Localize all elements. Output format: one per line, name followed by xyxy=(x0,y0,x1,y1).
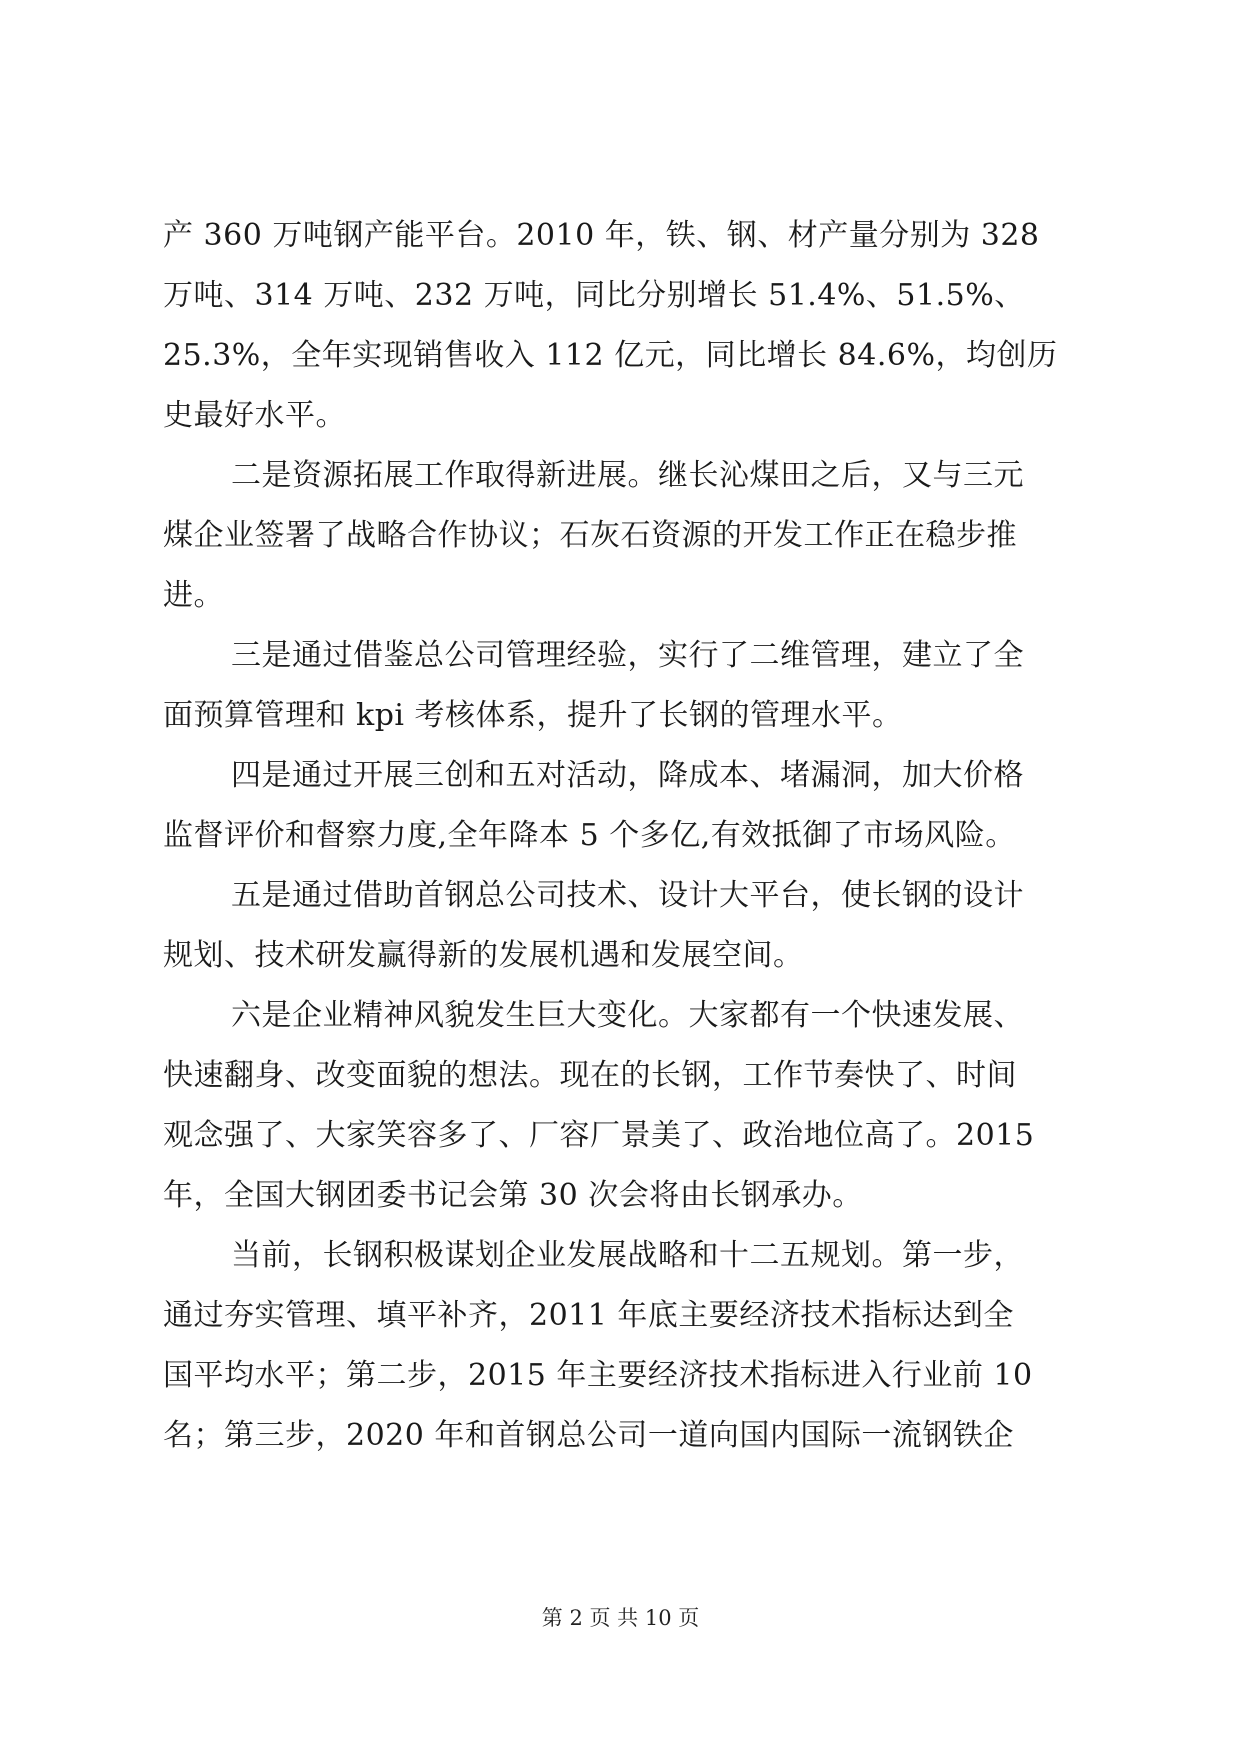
document-body xyxy=(163,206,1083,1466)
text-line: 监督评价和督察力度,全年降本 5 个多亿,有效抵御了市场风险。 xyxy=(163,818,1016,853)
paragraph-start-line: 四是通过开展三创和五对活动，降成本、堵漏洞，加大价格 xyxy=(231,758,1024,793)
text-line: 史最好水平。 xyxy=(163,398,346,433)
text-line: 年，全国大钢团委书记会第 30 次会将由长钢承办。 xyxy=(163,1178,863,1213)
text-line: 面预算管理和 kpi 考核体系，提升了长钢的管理水平。 xyxy=(163,698,903,733)
paragraph-start-line: 当前，长钢积极谋划企业发展战略和十二五规划。第一步， xyxy=(231,1238,1024,1273)
text-line: 规划、技术研发赢得新的发展机遇和发展空间。 xyxy=(163,938,804,973)
text-line: 进。 xyxy=(163,578,224,613)
paragraph-start-line: 三是通过借鉴总公司管理经验，实行了二维管理，建立了全 xyxy=(231,638,1024,673)
text-line: 快速翻身、改变面貌的想法。现在的长钢，工作节奏快了、时间 xyxy=(163,1058,1017,1093)
text-line: 万吨、314 万吨、232 万吨，同比分别增长 51.4%、51.5%、 xyxy=(163,278,1025,313)
page-number-footer: 第 2 页 共 10 页 xyxy=(541,1606,700,1630)
text-line: 通过夯实管理、填平补齐，2011 年底主要经济技术指标达到全 xyxy=(163,1298,1014,1333)
text-line: 产 360 万吨钢产能平台。2010 年，铁、钢、材产量分别为 328 xyxy=(163,218,1040,253)
text-line: 国平均水平；第二步，2015 年主要经济技术指标进入行业前 10 xyxy=(163,1358,1033,1393)
text-line: 25.3%，全年实现销售收入 112 亿元，同比增长 84.6%，均创历 xyxy=(163,338,1058,373)
text-line: 煤企业签署了战略合作协议；石灰石资源的开发工作正在稳步推 xyxy=(163,518,1017,553)
text-line: 名；第三步，2020 年和首钢总公司一道向国内国际一流钢铁企 xyxy=(163,1418,1014,1453)
paragraph-start-line: 二是资源拓展工作取得新进展。继长沁煤田之后，又与三元 xyxy=(231,458,1024,493)
paragraph-start-line: 五是通过借助首钢总公司技术、设计大平台，使长钢的设计 xyxy=(231,878,1024,913)
paragraph-start-line: 六是企业精神风貌发生巨大变化。大家都有一个快速发展、 xyxy=(231,998,1024,1033)
text-line: 观念强了、大家笑容多了、厂容厂景美了、政治地位高了。2015 xyxy=(163,1118,1035,1153)
